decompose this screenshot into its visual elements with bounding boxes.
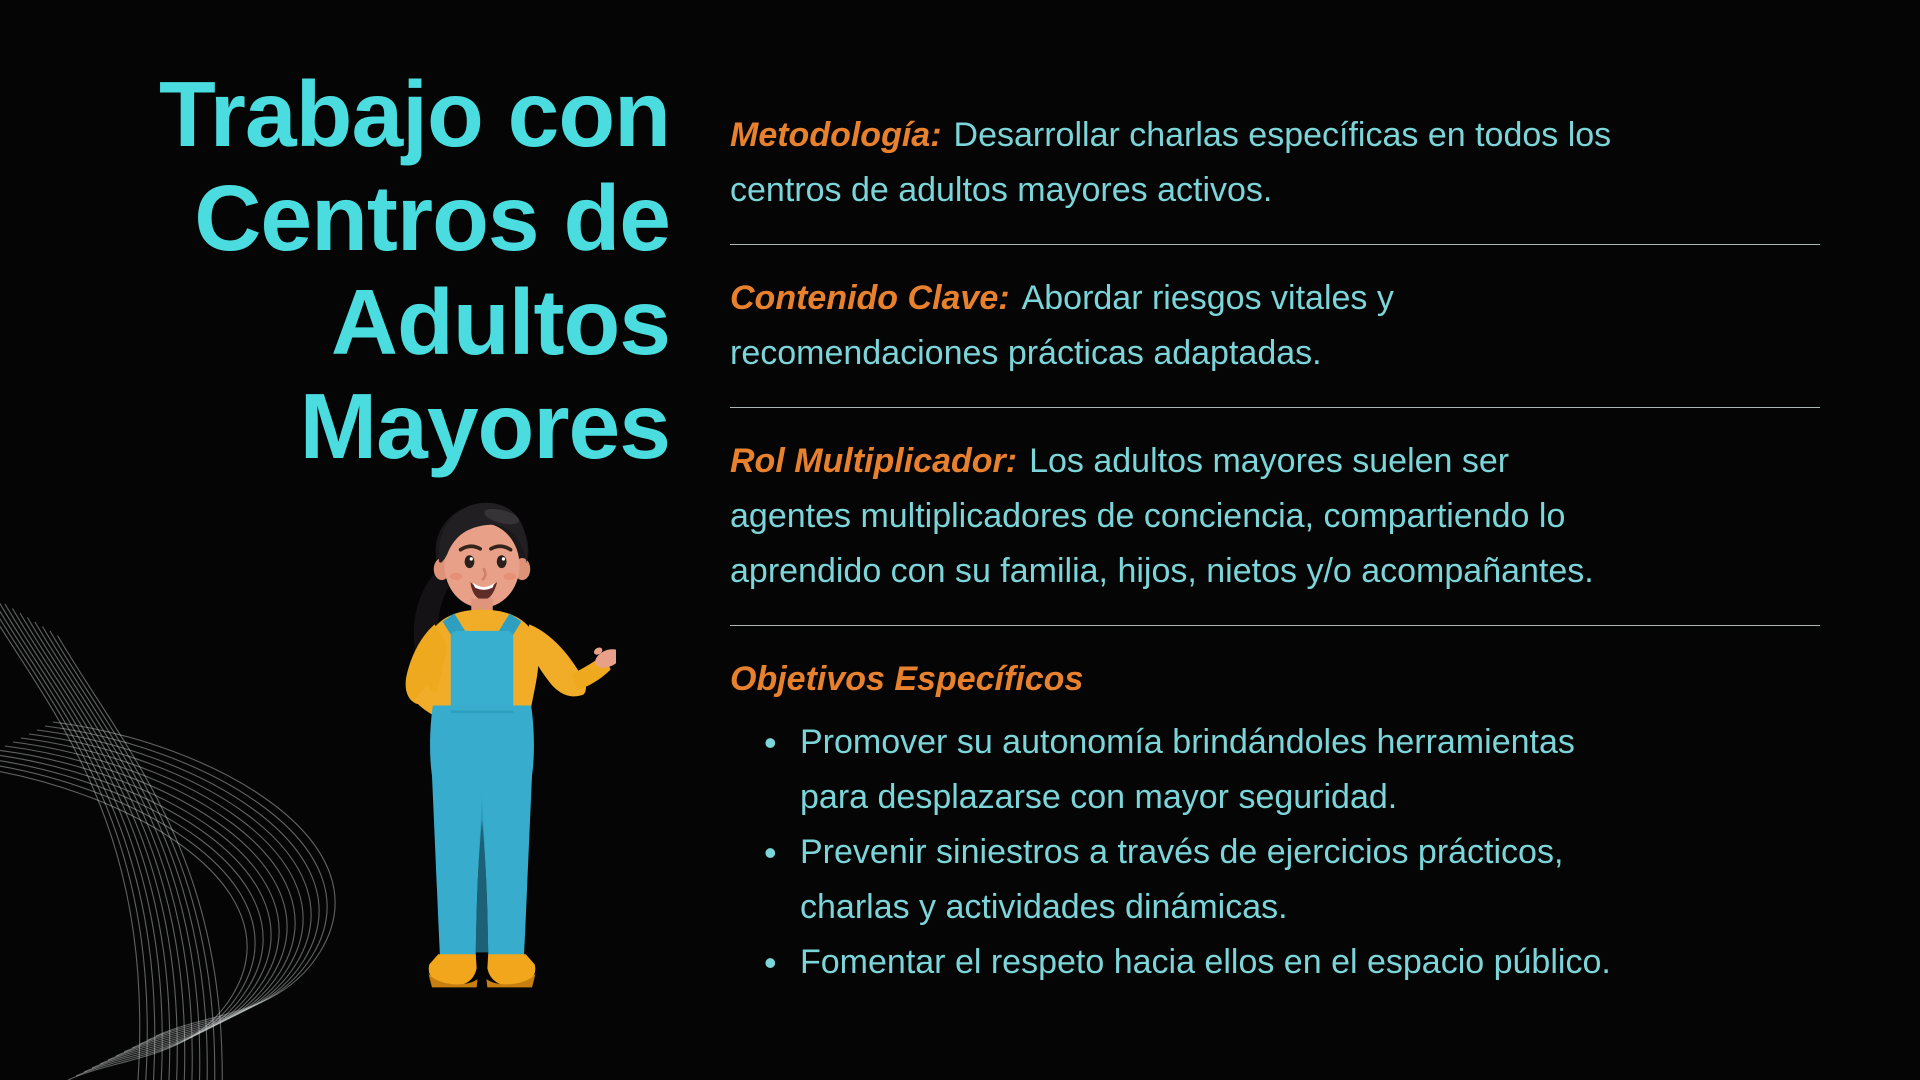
objective-text: charlas y actividades dinámicas.: [800, 888, 1288, 926]
objective-text: para desplazarse con mayor seguridad.: [800, 778, 1398, 816]
title-line: Centros de: [194, 166, 670, 271]
section-label: Contenido Clave:: [730, 279, 1010, 317]
section-text: Desarrollar charlas específicas en todos los: [953, 116, 1612, 154]
section-label: Rol Multiplicador:: [730, 442, 1018, 480]
section-label: Metodología:: [730, 116, 942, 154]
content-panel: [730, 108, 1820, 990]
section-rol-multiplicador: [730, 434, 1820, 626]
objectives-heading: Objetivos Específicos: [730, 660, 1084, 698]
objective-text: • Prevenir siniestros a través de ejercicios prácticos,: [800, 833, 1564, 871]
objective-text: • Fomentar el respeto hacia ellos en el espacio público.: [800, 943, 1611, 981]
title-line: Adultos: [330, 270, 670, 375]
section-metodologia: [730, 108, 1820, 245]
section-text: recomendaciones prácticas adaptadas.: [730, 334, 1322, 372]
title-line: Trabajo con: [159, 62, 670, 166]
section-objetivos: [730, 652, 1820, 990]
title-line: Mayores: [299, 374, 670, 479]
section-text: agentes multiplicadores de conciencia, compartiendo lo: [730, 497, 1566, 535]
section-text: Abordar riesgos vitales y: [1021, 279, 1394, 317]
section-text: aprendido con su familia, hijos, nietos y/o acompañantes.: [730, 552, 1594, 590]
section-text: centros de adultos mayores activos.: [730, 171, 1273, 209]
objectives-list: [730, 715, 1820, 990]
presenter-woman-illustration: [348, 488, 616, 1004]
objective-item: [800, 935, 1820, 990]
objective-item: [800, 715, 1820, 825]
objective-text: • Promover su autonomía brindándoles herramientas: [800, 723, 1575, 761]
wavy-lines-decoration: [0, 556, 340, 1080]
section-text: Los adultos mayores suelen ser: [1029, 442, 1510, 480]
section-contenido-clave: [730, 271, 1820, 408]
page-title: [110, 62, 670, 479]
objective-item: [800, 825, 1820, 935]
